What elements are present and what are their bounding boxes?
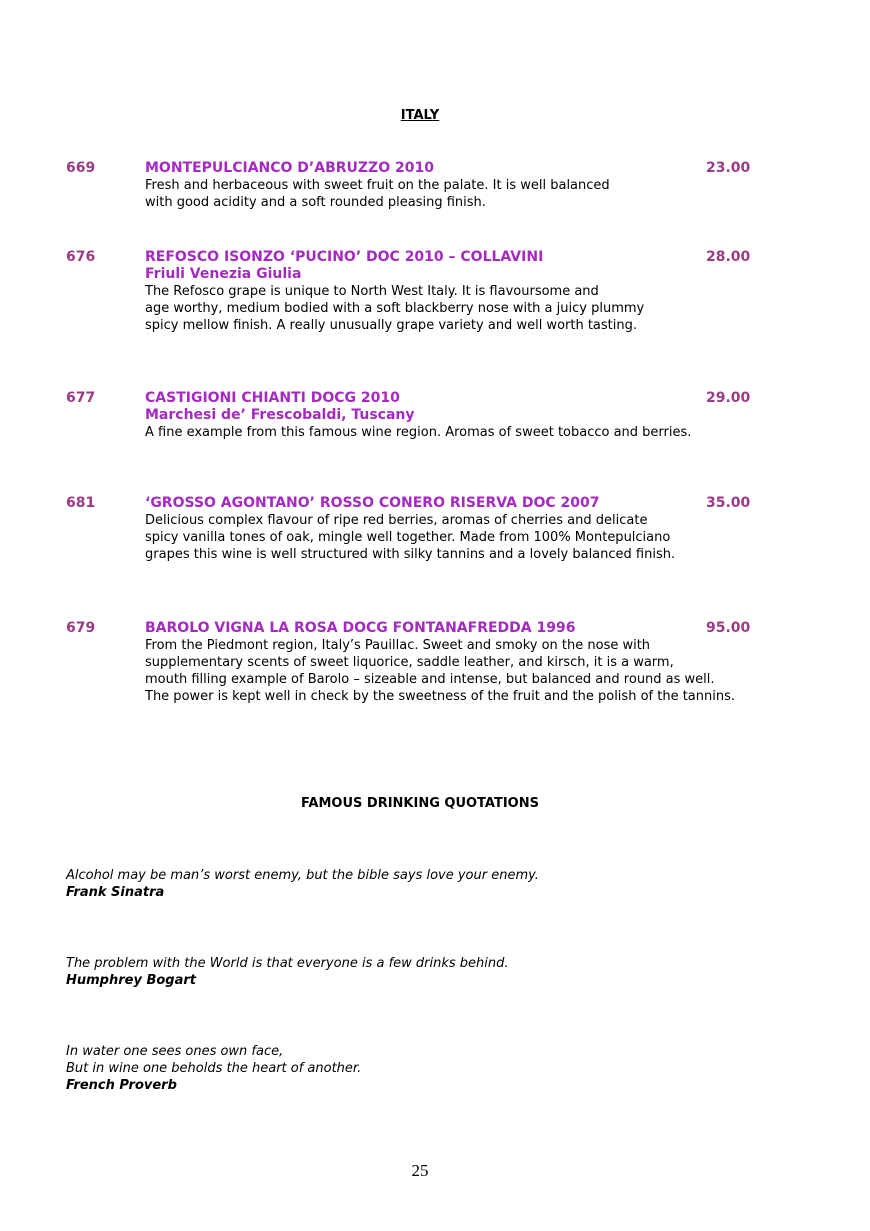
description-line: age worthy, medium bodied with a soft blackberry nose with a juicy plummy xyxy=(145,301,645,316)
quote-text: In water one sees ones own face, xyxy=(66,1044,284,1059)
wine-name: CASTIGIONI CHIANTI DOCG 2010 xyxy=(145,390,400,406)
description-line: Delicious complex flavour of ripe red berries, aromas of cherries and delicate xyxy=(145,513,648,528)
quote xyxy=(66,955,509,989)
quote-author: French Proverb xyxy=(66,1078,177,1093)
quote-author: Humphrey Bogart xyxy=(66,973,197,988)
quote xyxy=(66,1043,361,1094)
quotes-title: FAMOUS DRINKING QUOTATIONS xyxy=(301,796,539,811)
description-line: The power is kept well in check by the sweetness of the fruit and the polish of the tannins. xyxy=(145,689,735,704)
wine-name: MONTEPULCIANCO D’ABRUZZO 2010 xyxy=(145,160,434,176)
quote-author: Frank Sinatra xyxy=(66,885,165,900)
description-line: spicy vanilla tones of oak, mingle well together. Made from 100% Montepulciano xyxy=(145,530,671,545)
wine-name: BAROLO VIGNA LA ROSA DOCG FONTANAFREDDA 1996 xyxy=(145,620,576,636)
wine-description xyxy=(145,637,745,705)
wine-number: 679 xyxy=(66,620,96,636)
description-line: grapes this wine is well structured with silky tannins and a lovely balanced finish. xyxy=(145,547,676,562)
wine-description xyxy=(145,177,745,211)
wine-region: Friuli Venezia Giulia xyxy=(145,266,302,282)
wine-number: 677 xyxy=(66,390,96,406)
description-line: A fine example from this famous wine region. Aromas of sweet tobacco and berries. xyxy=(145,425,692,440)
wine-number: 681 xyxy=(66,495,96,511)
quote-text: But in wine one beholds the heart of another. xyxy=(66,1061,362,1076)
description-line: supplementary scents of sweet liquorice, saddle leather, and kirsch, it is a warm, xyxy=(145,655,674,670)
wine-number: 669 xyxy=(66,160,96,176)
wine-name: ‘GROSSO AGONTANO’ ROSSO CONERO RISERVA DOC 2007 xyxy=(145,495,600,511)
wine-description xyxy=(145,512,745,563)
wine-price: 29.00 xyxy=(706,390,751,406)
description-line: From the Piedmont region, Italy’s Pauillac. Sweet and smoky on the nose with xyxy=(145,638,651,653)
description-line: spicy mellow finish. A really unusually grape variety and well worth tasting. xyxy=(145,318,638,333)
page-number: 25 xyxy=(411,1161,429,1180)
wine-price: 23.00 xyxy=(706,160,751,176)
wine-price: 35.00 xyxy=(706,495,751,511)
wine-region: Marchesi de’ Frescobaldi, Tuscany xyxy=(145,407,415,423)
section-title: ITALY xyxy=(400,108,440,123)
wine-number: 676 xyxy=(66,249,96,265)
description-line: Fresh and herbaceous with sweet fruit on the palate. It is well balanced xyxy=(145,178,610,193)
quote-text: Alcohol may be man’s worst enemy, but the bible says love your enemy. xyxy=(66,868,539,883)
description-line: mouth filling example of Barolo – sizeable and intense, but balanced and round as well. xyxy=(145,672,715,687)
quote xyxy=(66,867,539,901)
wine-price: 28.00 xyxy=(706,249,751,265)
wine-price: 95.00 xyxy=(706,620,751,636)
description-line: The Refosco grape is unique to North West Italy. It is flavoursome and xyxy=(145,284,599,299)
quote-text: The problem with the World is that everyone is a few drinks behind. xyxy=(66,956,509,971)
wine-description xyxy=(145,424,745,441)
wine-name: REFOSCO ISONZO ‘PUCINO’ DOC 2010 – COLLAVINI xyxy=(145,249,544,265)
description-line: with good acidity and a soft rounded pleasing finish. xyxy=(145,195,486,210)
wine-description xyxy=(145,283,745,334)
